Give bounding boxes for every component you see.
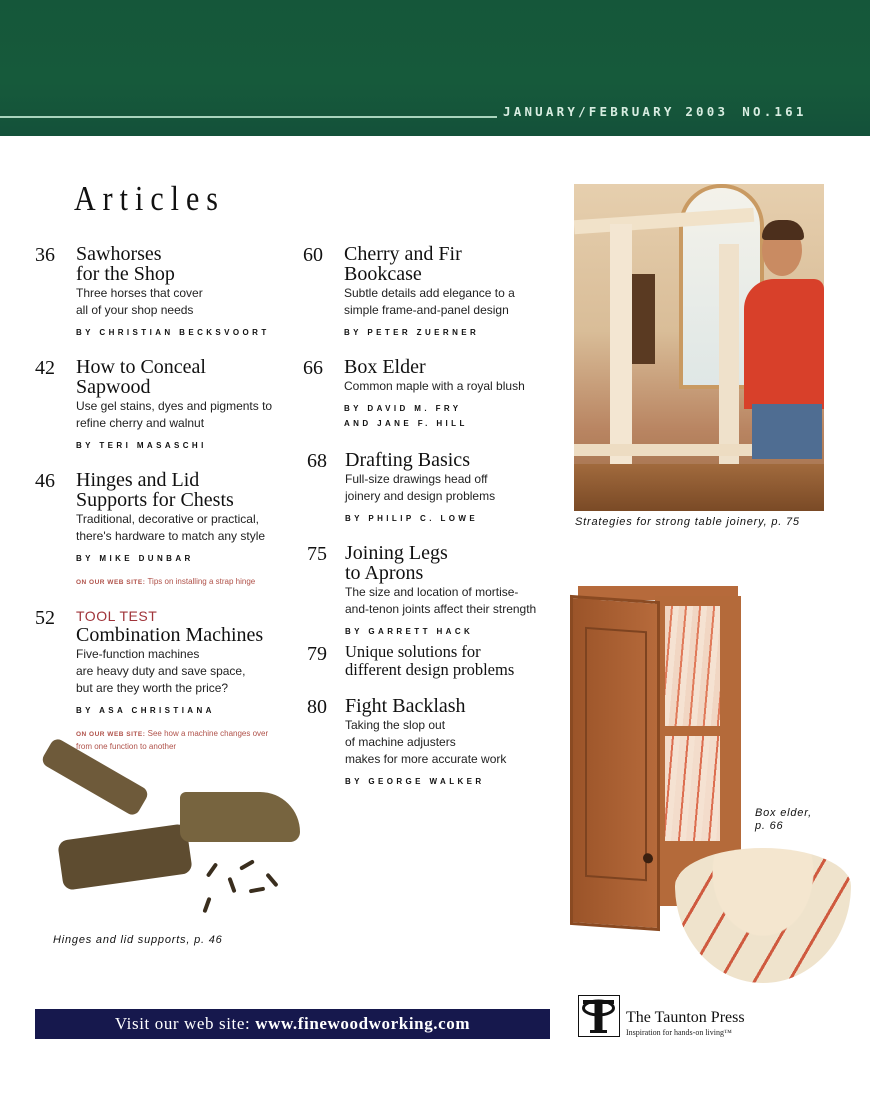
page-number: 52: [35, 607, 55, 629]
issue-line: [503, 104, 807, 119]
cabinet-lower-shelf: [665, 736, 720, 841]
header-rule: [0, 116, 497, 118]
joinery-caption: Strategies for strong table joinery, p. 75: [575, 516, 800, 528]
article-description: Full-size drawings head off: [345, 472, 488, 486]
article-description: are heavy duty and save space,: [76, 664, 246, 678]
article-title[interactable]: Hinges and Lid: [76, 469, 200, 491]
banner-prefix: Visit our web site:: [114, 1014, 256, 1033]
hinge: [180, 792, 300, 842]
woodworker-jeans: [752, 404, 822, 459]
article-title[interactable]: for the Shop: [76, 263, 175, 285]
hinges-photo[interactable]: [30, 752, 305, 922]
cabinet-door: [570, 595, 660, 931]
web-site-label: ON OUR WEB SITE:: [76, 731, 146, 738]
web-site-note[interactable]: [76, 576, 265, 589]
page-title: Articles: [74, 180, 225, 218]
article-byline: BY TERI MASASCHI: [76, 441, 207, 450]
web-site-text[interactable]: See how a machine changes over: [147, 729, 269, 738]
article-title[interactable]: Box Elder: [344, 356, 426, 378]
article-title[interactable]: How to Conceal: [76, 356, 206, 378]
article-description: joinery and design problems: [345, 489, 496, 503]
wall-art: [629, 274, 655, 364]
page-number: 60: [303, 244, 323, 266]
article-description: Taking the slop out: [345, 718, 446, 732]
caption-line: p. 66: [755, 820, 784, 832]
article-title[interactable]: Supports for Chests: [76, 489, 234, 511]
page-number: 79: [307, 643, 327, 665]
page-number: 36: [35, 244, 55, 266]
department-kicker: TOOL TEST: [76, 608, 158, 624]
article-byline: BY ASA CHRISTIANA: [76, 706, 215, 715]
web-site-text[interactable]: from one function to another: [76, 742, 177, 751]
page-number: 66: [303, 357, 323, 379]
article-description: Subtle details add elegance to a: [344, 286, 515, 300]
article-byline: BY GARRETT HACK: [345, 627, 474, 636]
article-byline: BY DAVID M. FRY: [344, 404, 462, 413]
screw: [265, 873, 278, 888]
page-number: 42: [35, 357, 55, 379]
article-description: Use gel stains, dyes and pigments to: [76, 399, 273, 413]
hinges-caption: Hinges and lid supports, p. 46: [53, 934, 223, 946]
page-number: 75: [307, 543, 327, 565]
article-title[interactable]: to Aprons: [345, 562, 424, 584]
woodworker: [744, 279, 824, 409]
table-rail: [574, 444, 764, 456]
article-description: simple frame-and-panel design: [344, 303, 509, 317]
door-knob: [643, 853, 653, 864]
article-byline: BY PETER ZUERNER: [344, 328, 480, 337]
woodworker-hair: [762, 220, 804, 240]
article-title[interactable]: Sawhorses: [76, 243, 162, 265]
screw: [249, 887, 265, 894]
taunton-logo-icon: [578, 995, 620, 1037]
article-description: there's hardware to match any style: [76, 529, 266, 543]
article-title[interactable]: Joining Legs: [345, 542, 448, 564]
article-title[interactable]: Drafting Basics: [345, 449, 470, 471]
caption-line: Box elder,: [755, 807, 812, 819]
publisher-logo[interactable]: [578, 995, 808, 1040]
screw: [239, 859, 255, 870]
screw: [227, 877, 236, 893]
website-banner[interactable]: [35, 1009, 550, 1039]
article-byline: BY GEORGE WALKER: [345, 777, 485, 786]
article-title[interactable]: Fight Backlash: [345, 695, 466, 717]
article-title[interactable]: Unique solutions for: [345, 642, 481, 661]
screw: [202, 897, 211, 913]
web-site-text[interactable]: Tips on installing a strap hinge: [147, 577, 256, 586]
page-number: 46: [35, 470, 55, 492]
publisher-tagline: Inspiration for hands-on living™: [626, 1028, 732, 1037]
article-byline: BY PHILIP C. LOWE: [345, 514, 479, 523]
website-link[interactable]: www.finewoodworking.com: [255, 1014, 471, 1033]
page-number: 68: [307, 450, 327, 472]
article-title[interactable]: Bookcase: [344, 263, 422, 285]
table-leg: [719, 244, 739, 464]
article-description: refine cherry and walnut: [76, 416, 205, 430]
header-band: [0, 0, 870, 136]
article-title[interactable]: Combination Machines: [76, 624, 264, 646]
table-joinery-photo[interactable]: [574, 184, 824, 511]
article-byline: BY CHRISTIAN BECKSVOORT: [76, 328, 270, 337]
lid-support: [57, 823, 193, 891]
article-description: of machine adjusters: [345, 735, 456, 749]
door-panel: [585, 627, 647, 881]
screw: [206, 862, 218, 877]
web-site-label: ON OUR WEB SITE:: [76, 579, 146, 586]
article-description: The size and location of mortise-: [345, 585, 519, 599]
cabinet-upper-shelf: [665, 606, 720, 726]
article-description: all of your shop needs: [76, 303, 194, 317]
publisher-name: The Taunton Press: [626, 1009, 745, 1026]
article-description: Common maple with a royal blush: [344, 379, 525, 393]
issue-number: NO.161: [742, 104, 807, 119]
page-number: 80: [307, 696, 327, 718]
article-title[interactable]: Sapwood: [76, 376, 151, 398]
article-description: Three horses that cover: [76, 286, 203, 300]
article-description: and-tenon joints affect their strength: [345, 602, 537, 616]
workbench: [574, 464, 824, 511]
article-description: Five-function machines: [76, 647, 200, 661]
box-elder-bowl-photo[interactable]: [675, 848, 851, 983]
article-byline: AND JANE F. HILL: [344, 419, 468, 428]
issue-date: JANUARY/FEBRUARY 2003: [503, 104, 729, 119]
web-site-note[interactable]: [76, 728, 268, 753]
article-description: Traditional, decorative or practical,: [76, 512, 259, 526]
article-title[interactable]: different design problems: [345, 660, 515, 679]
article-byline: BY MIKE DUNBAR: [76, 554, 194, 563]
box-elder-caption: [755, 807, 825, 833]
article-description: but are they worth the price?: [76, 681, 229, 695]
table-leg: [610, 224, 632, 469]
article-description: makes for more accurate work: [345, 752, 507, 766]
article-title[interactable]: Cherry and Fir: [344, 243, 462, 265]
